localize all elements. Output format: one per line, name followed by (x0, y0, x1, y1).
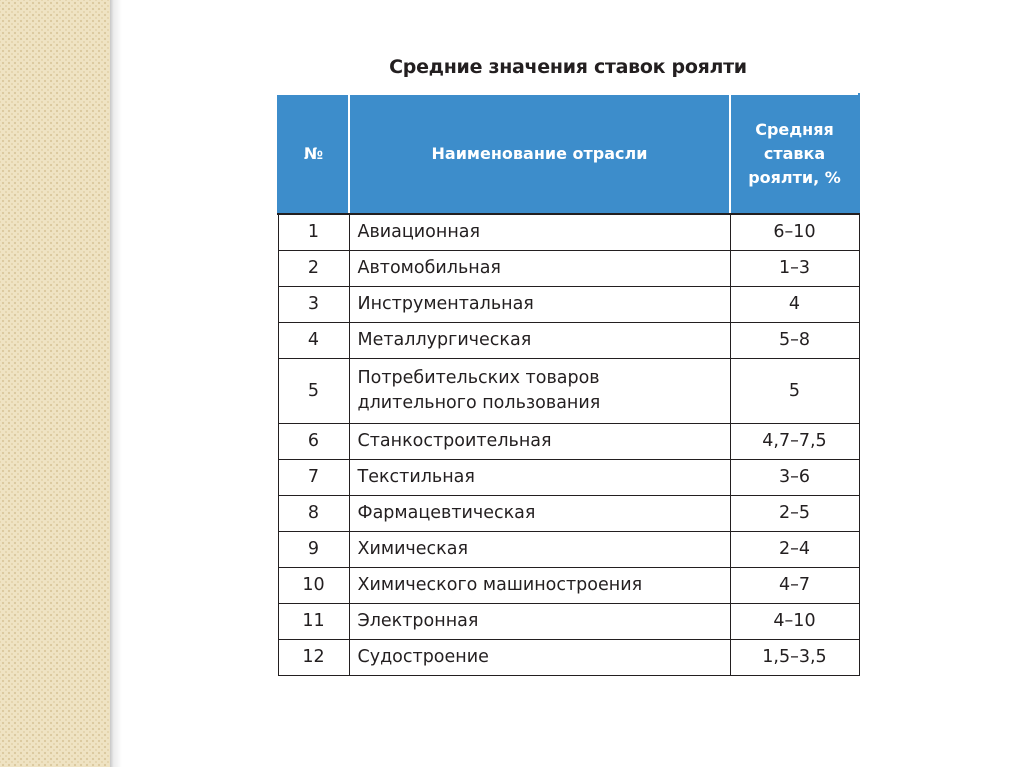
row-industry: Химического машиностроения (349, 568, 730, 604)
row-industry: Текстильная (349, 460, 730, 496)
row-rate: 1,5–3,5 (730, 640, 859, 676)
row-rate: 5 (730, 359, 859, 424)
table-row (278, 359, 859, 424)
row-rate: 4,7–7,5 (730, 424, 859, 460)
row-number: 5 (278, 359, 349, 424)
row-rate: 4–7 (730, 568, 859, 604)
table-row (278, 424, 859, 460)
table-row (278, 640, 859, 676)
row-rate: 2–5 (730, 496, 859, 532)
row-industry: Фармацевтическая (349, 496, 730, 532)
row-industry: Судостроение (349, 640, 730, 676)
table-row (278, 214, 859, 251)
table-row (278, 568, 859, 604)
table-row (278, 532, 859, 568)
table-row (278, 323, 859, 359)
table-row (278, 604, 859, 640)
row-industry: Химическая (349, 532, 730, 568)
table-row (278, 460, 859, 496)
row-industry: Станкостроительная (349, 424, 730, 460)
row-industry: Электронная (349, 604, 730, 640)
row-rate: 2–4 (730, 532, 859, 568)
row-rate: 1–3 (730, 251, 859, 287)
royalty-rates-table (277, 93, 860, 676)
row-industry: Потребительских товаров длительного пользования (349, 359, 730, 424)
row-number: 3 (278, 287, 349, 323)
table-header-row (278, 94, 859, 214)
table-row (278, 287, 859, 323)
row-rate: 4–10 (730, 604, 859, 640)
table-row (278, 496, 859, 532)
row-industry: Инструментальная (349, 287, 730, 323)
row-number: 1 (278, 214, 349, 251)
header-rate: Средняя ставка роялти, % (730, 94, 859, 214)
side-strip-shadow (110, 0, 122, 767)
row-rate: 6–10 (730, 214, 859, 251)
table-row (278, 251, 859, 287)
row-industry: Металлургическая (349, 323, 730, 359)
header-number: № (278, 94, 349, 214)
row-number: 10 (278, 568, 349, 604)
row-industry: Автомобильная (349, 251, 730, 287)
row-number: 6 (278, 424, 349, 460)
row-rate: 3–6 (730, 460, 859, 496)
row-number: 4 (278, 323, 349, 359)
row-rate: 4 (730, 287, 859, 323)
row-number: 12 (278, 640, 349, 676)
row-number: 9 (278, 532, 349, 568)
row-number: 2 (278, 251, 349, 287)
slide-title: Средние значения ставок роялти (389, 56, 747, 78)
row-number: 7 (278, 460, 349, 496)
decorative-side-strip (0, 0, 110, 767)
header-industry: Наименование отрасли (349, 94, 730, 214)
row-rate: 5–8 (730, 323, 859, 359)
row-number: 8 (278, 496, 349, 532)
row-industry: Авиационная (349, 214, 730, 251)
row-number: 11 (278, 604, 349, 640)
